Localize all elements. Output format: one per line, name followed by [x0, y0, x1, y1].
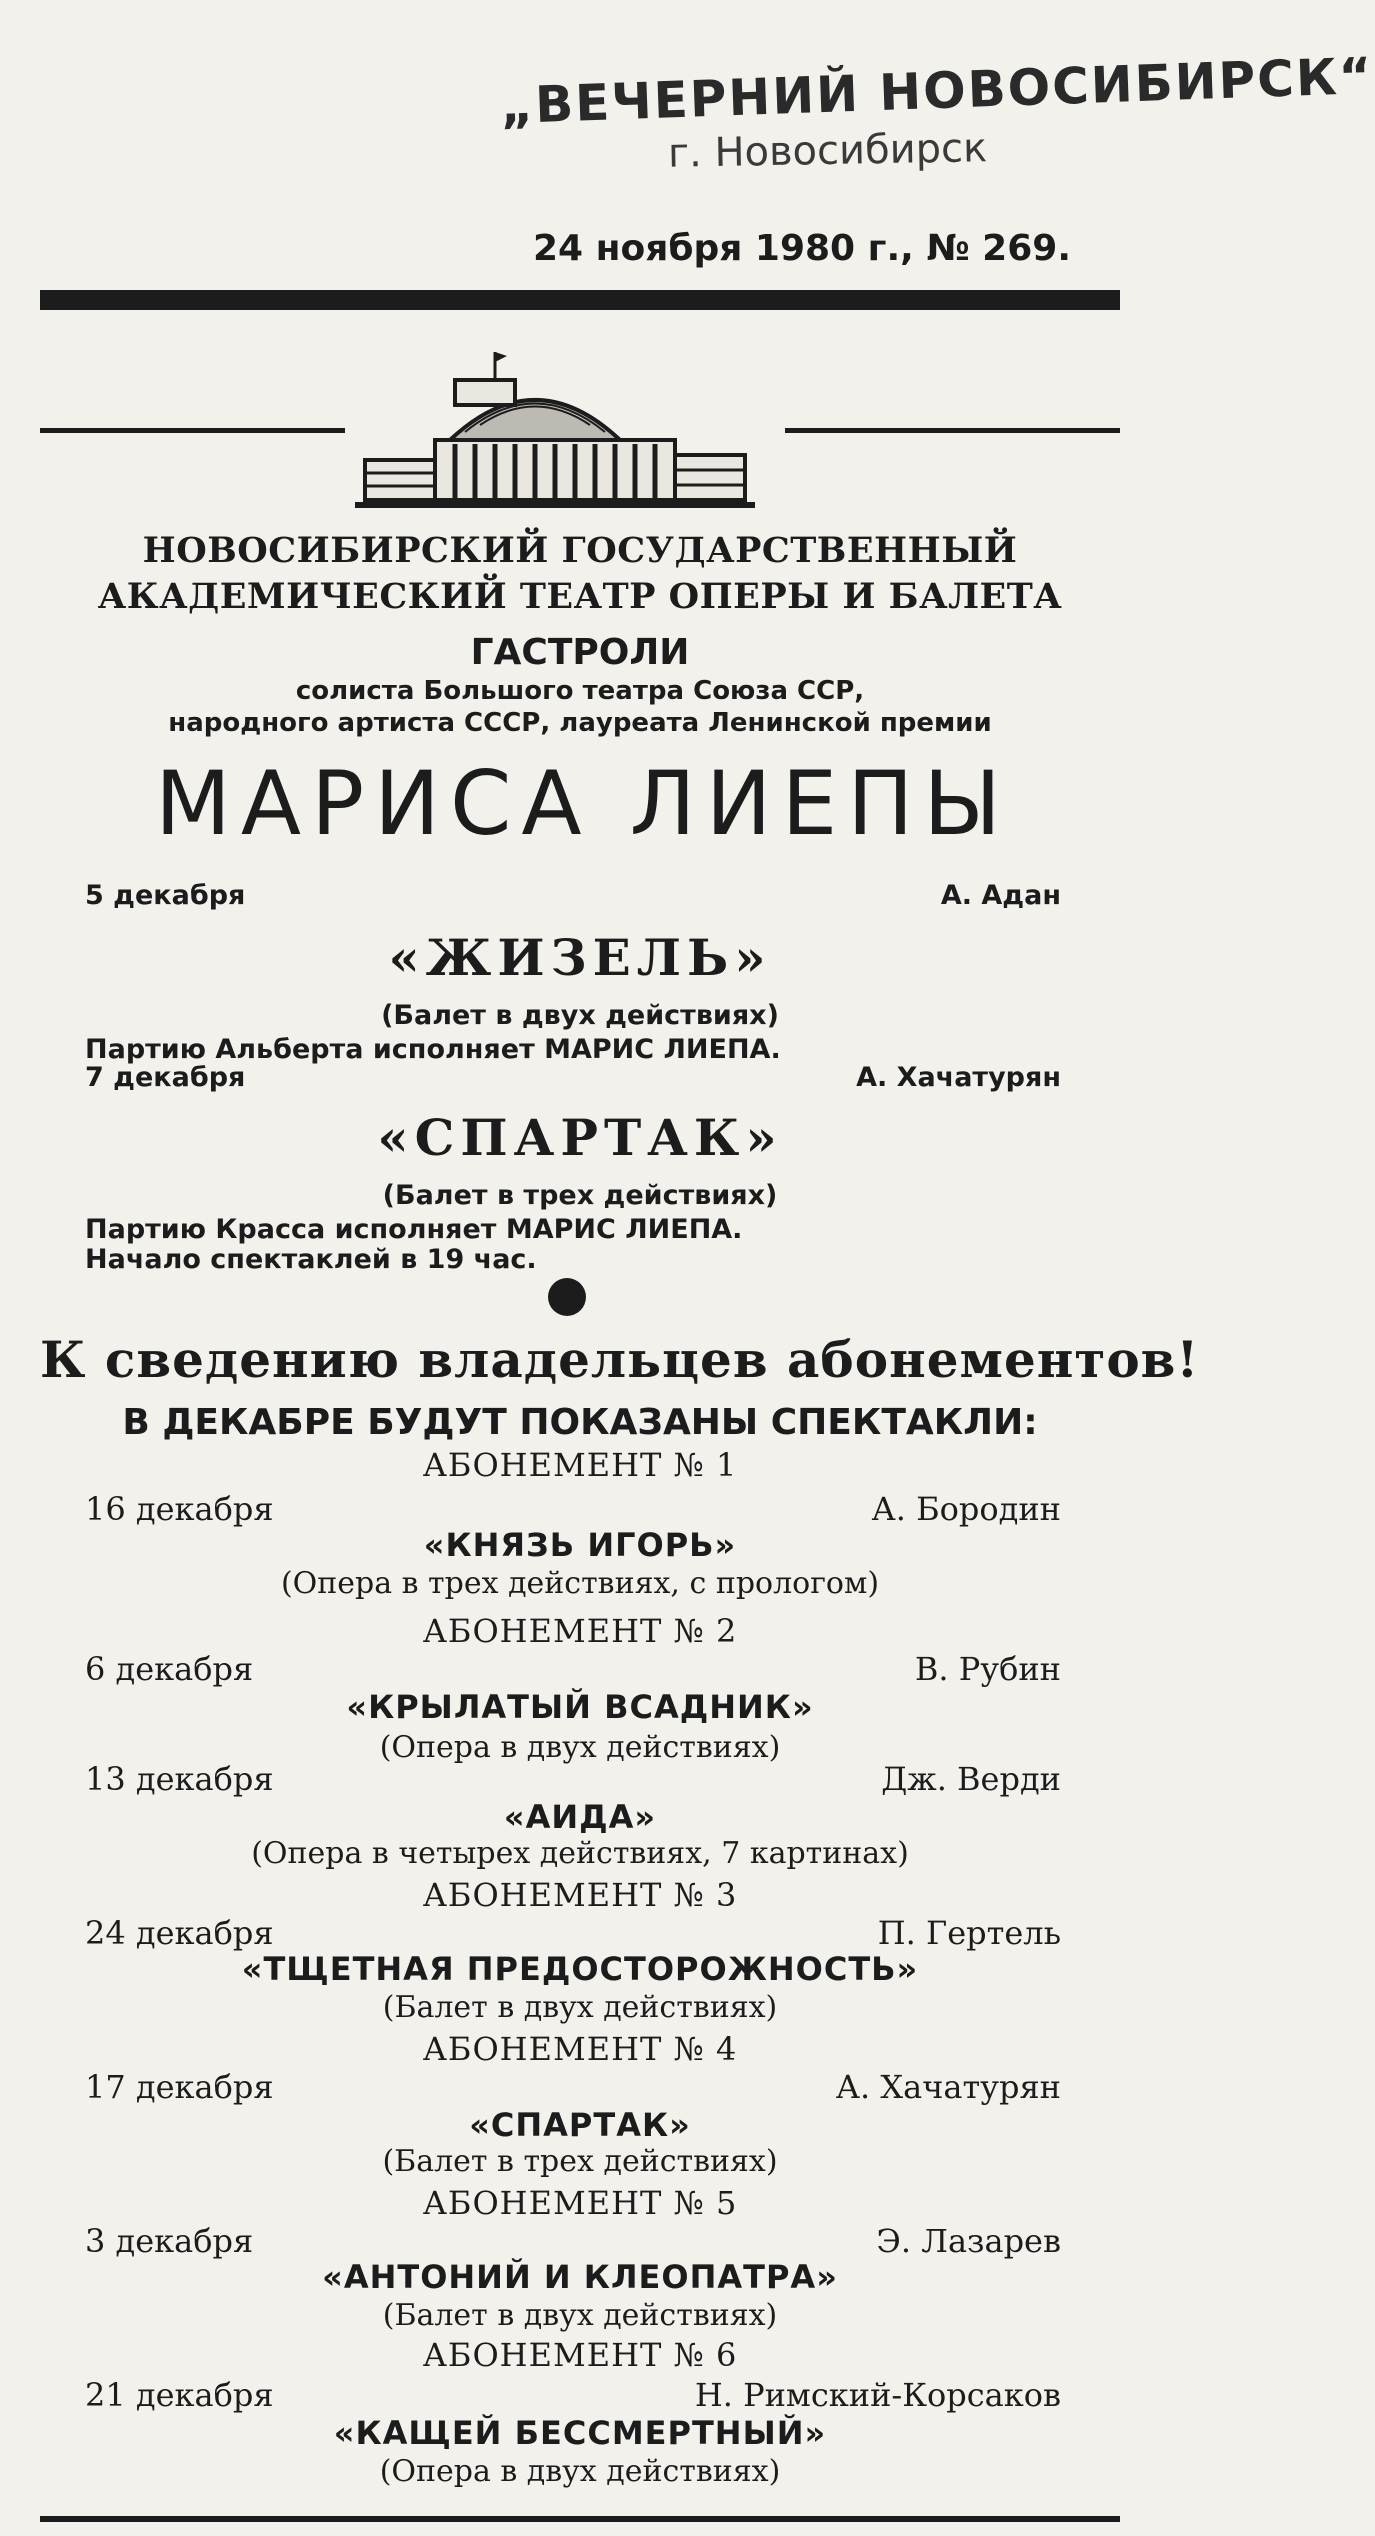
show-date: 24 декабря [85, 1914, 274, 1952]
show-title: «КАЩЕЙ БЕССМЕРТНЫЙ» [333, 2414, 827, 2452]
show-title: «КРЫЛАТЫЙ ВСАДНИК» [346, 1688, 814, 1726]
show-date: 3 декабря [85, 2222, 254, 2260]
issue-date: 24 ноября 1980 г., № 269. [533, 228, 1071, 269]
show-title: «АНТОНИЙ И КЛЕОПАТРА» [322, 2258, 838, 2296]
show-genre: (Опера в двух действиях) [379, 1730, 781, 1765]
right-rule [785, 428, 1120, 433]
show-composer: Дж. Верди [881, 1760, 1061, 1798]
show-genre: (Опера в двух действиях) [379, 2454, 781, 2489]
show-title: «АИДА» [503, 1798, 657, 1836]
show-genre: (Балет в трех действиях) [382, 2144, 778, 2179]
show-composer: Н. Римский-Корсаков [694, 2376, 1061, 2414]
subscription-subnotice: В ДЕКАБРЕ БУДУТ ПОКАЗАНЫ СПЕКТАКЛИ: [122, 1402, 1038, 1443]
performance-composer: А. Хачатурян [856, 1062, 1061, 1093]
performance-role: Партию Красса исполняет МАРИС ЛИЕПА. [85, 1214, 743, 1245]
newspaper-stamp: „ВЕЧЕРНИЙ НОВОСИБИРСК“ [499, 46, 1375, 136]
show-genre: (Балет в двух действиях) [382, 2298, 778, 2333]
show-date: 21 декабря [85, 2376, 274, 2414]
performance-date: 7 декабря [85, 1062, 246, 1093]
performance-title: «СПАРТАК» [377, 1108, 783, 1167]
show-title: «ТЩЕТНАЯ ПРЕДОСТОРОЖНОСТЬ» [241, 1950, 919, 1988]
subscription-heading: АБОНЕМЕНТ № 3 [422, 1876, 738, 1914]
subscription-heading: АБОНЕМЕНТ № 4 [422, 2030, 738, 2068]
subscription-heading: АБОНЕМЕНТ № 2 [422, 1612, 738, 1650]
artist-name: МАРИСА ЛИЕПЫ [154, 752, 1012, 855]
top-rule [40, 290, 1120, 310]
theatre-name-line2: АКАДЕМИЧЕСКИЙ ТЕАТР ОПЕРЫ И БАЛЕТА [97, 576, 1063, 617]
show-composer: Э. Лазарев [876, 2222, 1061, 2260]
show-genre: (Опера в четырех действиях, 7 картинах) [251, 1836, 909, 1871]
newspaper-city: г. Новосибирск [667, 125, 988, 177]
show-composer: А. Хачатурян [835, 2068, 1061, 2106]
show-composer: А. Бородин [871, 1490, 1061, 1528]
show-genre: (Опера в трех действиях, с прологом) [280, 1566, 880, 1601]
show-date: 16 декабря [85, 1490, 274, 1528]
subscription-notice: К сведению владельцев абонементов! [40, 1330, 1200, 1389]
show-composer: В. Рубин [914, 1650, 1061, 1688]
start-time: Начало спектаклей в 19 час. [85, 1244, 537, 1275]
subscription-heading: АБОНЕМЕНТ № 5 [422, 2184, 738, 2222]
theatre-building-icon [355, 340, 755, 515]
show-date: 13 декабря [85, 1760, 274, 1798]
show-date: 17 декабря [85, 2068, 274, 2106]
tour-heading: ГАСТРОЛИ [470, 632, 690, 673]
bottom-rule [40, 2516, 1120, 2522]
performance-genre: (Балет в трех действиях) [382, 1180, 778, 1211]
separator-dot [548, 1278, 586, 1316]
tour-subtitle-2: народного артиста СССР, лауреата Ленинской премии [168, 708, 992, 738]
show-date: 6 декабря [85, 1650, 254, 1688]
show-composer: П. Гертель [877, 1914, 1061, 1952]
show-genre: (Балет в двух действиях) [382, 1990, 778, 2025]
performance-title: «ЖИЗЕЛЬ» [388, 928, 772, 987]
theatre-name-line1: НОВОСИБИРСКИЙ ГОСУДАРСТВЕННЫЙ [142, 530, 1018, 571]
subscription-heading: АБОНЕМЕНТ № 6 [422, 2336, 738, 2374]
performance-role: Партию Альберта исполняет МАРИС ЛИЕПА. [85, 1034, 781, 1065]
subscription-heading: АБОНЕМЕНТ № 1 [422, 1446, 738, 1484]
tour-subtitle-1: солиста Большого театра Союза ССР, [295, 676, 865, 706]
show-title: «КНЯЗЬ ИГОРЬ» [423, 1526, 737, 1564]
performance-genre: (Балет в двух действиях) [381, 1000, 779, 1031]
show-title: «СПАРТАК» [469, 2106, 691, 2144]
left-rule [40, 428, 345, 433]
performance-date: 5 декабря [85, 880, 246, 911]
performance-composer: А. Адан [940, 880, 1061, 911]
